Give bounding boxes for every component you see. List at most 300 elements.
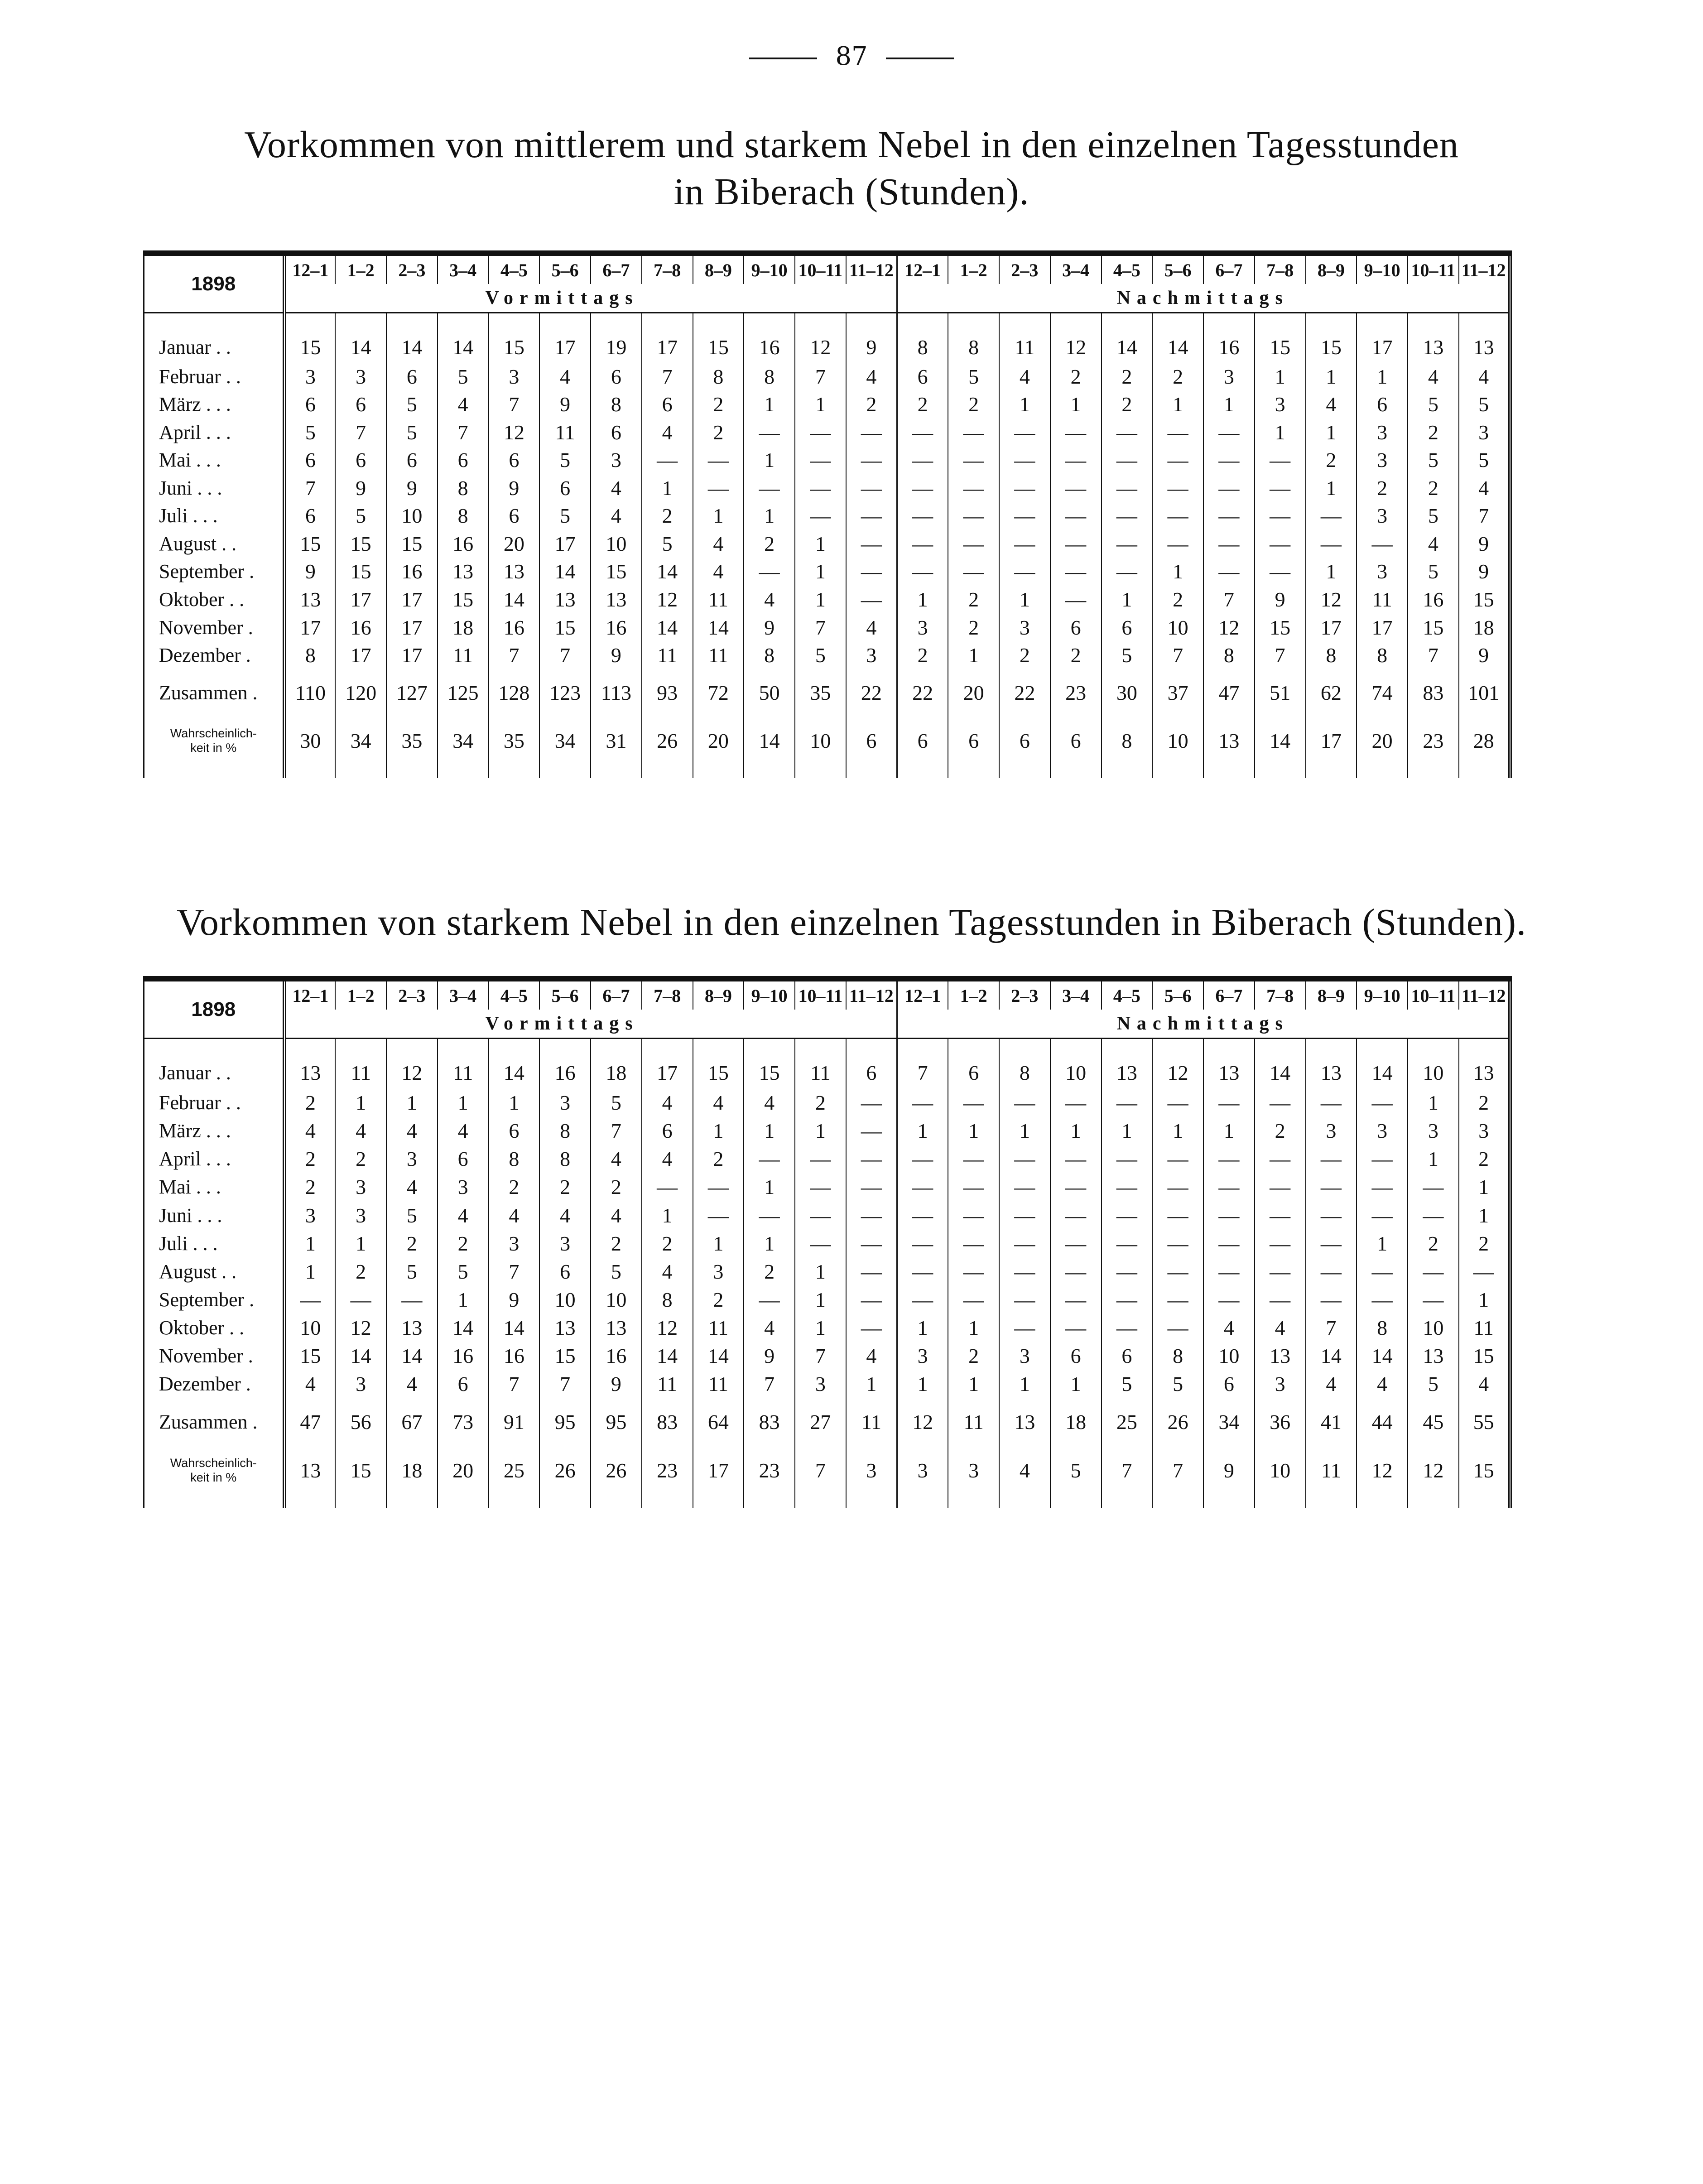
value-cell: — xyxy=(1050,1145,1102,1173)
value-cell: 3 xyxy=(489,1229,540,1257)
value-cell: — xyxy=(795,1173,846,1201)
value-cell: 11 xyxy=(1357,586,1408,614)
value-cell: 64 xyxy=(693,1398,744,1437)
value-cell: 7 xyxy=(1306,1314,1357,1342)
value-cell: 18 xyxy=(591,1039,642,1089)
value-cell: — xyxy=(846,530,897,558)
value-cell: — xyxy=(999,1257,1050,1285)
value-cell: — xyxy=(1102,558,1153,586)
value-cell: 83 xyxy=(1408,669,1459,707)
hour-header: 11–12 xyxy=(1459,979,1510,1010)
value-cell: 3 xyxy=(897,1437,948,1508)
value-cell: 3 xyxy=(999,613,1050,641)
value-cell: 4 xyxy=(846,613,897,641)
value-cell: 4 xyxy=(1306,1370,1357,1398)
value-cell: 7 xyxy=(1152,1437,1203,1508)
value-cell: 18 xyxy=(386,1437,438,1508)
value-cell: 1 xyxy=(1459,1173,1510,1201)
value-cell: 7 xyxy=(539,1370,591,1398)
value-cell: 11 xyxy=(693,586,744,614)
value-cell: — xyxy=(795,1145,846,1173)
value-cell: — xyxy=(897,1257,948,1285)
value-cell: 20 xyxy=(693,707,744,778)
value-cell: 15 xyxy=(591,558,642,586)
value-cell: 95 xyxy=(539,1398,591,1437)
value-cell: 7 xyxy=(744,1370,795,1398)
value-cell: 1 xyxy=(1408,1145,1459,1173)
value-cell: — xyxy=(1152,474,1203,502)
value-cell: 1 xyxy=(999,586,1050,614)
value-cell: 3 xyxy=(1255,1370,1306,1398)
value-cell: — xyxy=(948,418,999,446)
value-cell: 4 xyxy=(642,418,693,446)
value-cell: 5 xyxy=(386,418,438,446)
value-cell: 1 xyxy=(795,1257,846,1285)
value-cell: 7 xyxy=(489,1370,540,1398)
value-cell: 16 xyxy=(591,1342,642,1370)
month-label: September . xyxy=(144,1285,284,1313)
value-cell: — xyxy=(1203,418,1255,446)
value-cell: — xyxy=(1050,586,1102,614)
value-cell: — xyxy=(846,502,897,530)
value-cell: — xyxy=(335,1285,386,1313)
value-cell: 6 xyxy=(999,707,1050,778)
value-cell: 23 xyxy=(642,1437,693,1508)
value-cell: 13 xyxy=(1408,313,1459,363)
value-cell: 5 xyxy=(386,1257,438,1285)
value-cell: 4 xyxy=(305,1119,316,1143)
value-cell: 6 xyxy=(489,446,540,474)
value-cell: — xyxy=(1255,446,1306,474)
value-cell: 3 xyxy=(335,1201,386,1229)
month-row xyxy=(144,641,1510,669)
value-cell: 4 xyxy=(642,1257,693,1285)
value-cell: 34 xyxy=(539,707,591,778)
value-cell: — xyxy=(999,1285,1050,1313)
value-cell: — xyxy=(897,1145,948,1173)
value-cell: — xyxy=(693,1173,744,1201)
value-cell: 4 xyxy=(642,1088,693,1116)
value-cell: 8 xyxy=(744,362,795,390)
value-cell: — xyxy=(1357,530,1408,558)
value-cell: 8 xyxy=(1306,641,1357,669)
value-cell: — xyxy=(897,1229,948,1257)
value-cell: 23 xyxy=(1408,707,1459,778)
value-cell: — xyxy=(1306,1257,1357,1285)
value-cell: 1 xyxy=(335,1088,386,1116)
value-cell: 2 xyxy=(744,530,795,558)
value-cell: 12 xyxy=(1306,586,1357,614)
value-cell: — xyxy=(795,446,846,474)
value-cell: 6 xyxy=(438,1370,489,1398)
value-cell: — xyxy=(1102,1145,1153,1173)
value-cell: 2 xyxy=(1459,1229,1510,1257)
value-cell: 10 xyxy=(1152,707,1203,778)
value-cell: 6 xyxy=(305,504,316,528)
value-cell: 1 xyxy=(335,1229,386,1257)
value-cell: — xyxy=(948,1229,999,1257)
value-cell: 11 xyxy=(693,1314,744,1342)
value-cell: 6 xyxy=(1050,707,1102,778)
value-cell: 17 xyxy=(539,313,591,363)
value-cell: 1 xyxy=(999,1117,1050,1145)
value-cell: 1 xyxy=(795,1117,846,1145)
value-cell: 127 xyxy=(386,669,438,707)
value-cell: — xyxy=(897,446,948,474)
value-cell: 2 xyxy=(305,1175,316,1199)
value-cell: — xyxy=(999,530,1050,558)
hour-header: 11–12 xyxy=(846,979,897,1010)
value-cell: 1 xyxy=(1203,1117,1255,1145)
value-cell: 2 xyxy=(1357,474,1408,502)
value-cell: — xyxy=(1203,502,1255,530)
month-row xyxy=(144,613,1510,641)
value-cell: 2 xyxy=(386,1229,438,1257)
value-cell: 11 xyxy=(693,1370,744,1398)
value-cell: 6 xyxy=(386,362,438,390)
value-cell: 1 xyxy=(305,1260,316,1283)
value-cell: — xyxy=(1152,1285,1203,1313)
value-cell: 1 xyxy=(1255,362,1306,390)
value-cell: — xyxy=(846,474,897,502)
value-cell: 17 xyxy=(335,586,386,614)
value-cell: 16 xyxy=(438,1342,489,1370)
month-label: Januar . . xyxy=(144,313,284,363)
value-cell: 50 xyxy=(744,669,795,707)
value-cell: 11 xyxy=(693,641,744,669)
value-cell: 16 xyxy=(1408,586,1459,614)
value-cell: — xyxy=(1102,474,1153,502)
value-cell: 3 xyxy=(1306,1117,1357,1145)
value-cell: 4 xyxy=(335,1117,386,1145)
value-cell: 11 xyxy=(642,1370,693,1398)
value-cell: 45 xyxy=(1408,1398,1459,1437)
hour-header: 3–4 xyxy=(1050,979,1102,1010)
value-cell: — xyxy=(1255,1257,1306,1285)
value-cell: 18 xyxy=(1050,1398,1102,1437)
value-cell: 14 xyxy=(693,613,744,641)
value-cell: 3 xyxy=(1357,502,1408,530)
value-cell: 17 xyxy=(300,616,321,639)
month-row xyxy=(144,474,1510,502)
value-cell: — xyxy=(1203,530,1255,558)
value-cell: 6 xyxy=(1050,613,1102,641)
value-cell: 91 xyxy=(489,1398,540,1437)
value-cell: 1 xyxy=(438,1088,489,1116)
value-cell: 15 xyxy=(1255,613,1306,641)
value-cell: 2 xyxy=(795,1088,846,1116)
value-cell: 4 xyxy=(591,1145,642,1173)
header-period-row xyxy=(144,284,1510,313)
value-cell: 2 xyxy=(897,641,948,669)
value-cell: 3 xyxy=(897,613,948,641)
value-cell: 6 xyxy=(438,1145,489,1173)
month-label: November . xyxy=(144,613,284,641)
value-cell: 2 xyxy=(1050,641,1102,669)
value-cell: 4 xyxy=(539,1201,591,1229)
value-cell: — xyxy=(846,1257,897,1285)
header-hours-row xyxy=(144,253,1510,284)
value-cell: — xyxy=(999,1229,1050,1257)
value-cell: 4 xyxy=(744,1088,795,1116)
value-cell: 1 xyxy=(744,446,795,474)
value-cell: 3 xyxy=(1357,446,1408,474)
fog-table xyxy=(143,976,1512,1508)
value-cell: — xyxy=(795,1201,846,1229)
value-cell: 72 xyxy=(693,669,744,707)
value-cell: 4 xyxy=(591,1201,642,1229)
value-cell: 95 xyxy=(591,1398,642,1437)
value-cell: — xyxy=(1102,1285,1153,1313)
value-cell: 4 xyxy=(386,1370,438,1398)
value-cell: 17 xyxy=(1306,707,1357,778)
value-cell: 83 xyxy=(744,1398,795,1437)
value-cell: 2 xyxy=(1459,1088,1510,1116)
value-cell: — xyxy=(1050,1173,1102,1201)
value-cell: 13 xyxy=(1102,1039,1153,1089)
value-cell: 1 xyxy=(795,1285,846,1313)
value-cell: 13 xyxy=(1203,707,1255,778)
probability-label-line1: Wahrscheinlich- xyxy=(170,1456,257,1470)
value-cell: 2 xyxy=(642,502,693,530)
value-cell: — xyxy=(1050,502,1102,530)
value-cell: — xyxy=(1459,1257,1510,1285)
value-cell: 1 xyxy=(948,1314,999,1342)
value-cell: 4 xyxy=(1203,1314,1255,1342)
value-cell: — xyxy=(1152,530,1203,558)
value-cell: 8 xyxy=(1357,641,1408,669)
value-cell: 67 xyxy=(386,1398,438,1437)
hour-header: 4–5 xyxy=(489,253,540,284)
value-cell: — xyxy=(948,1145,999,1173)
value-cell: — xyxy=(1152,1257,1203,1285)
value-cell: — xyxy=(1306,1173,1357,1201)
value-cell: 1 xyxy=(897,1117,948,1145)
value-cell: 14 xyxy=(642,613,693,641)
value-cell: — xyxy=(1050,1257,1102,1285)
value-cell: — xyxy=(999,474,1050,502)
value-cell: 2 xyxy=(948,586,999,614)
value-cell: 110 xyxy=(295,681,326,705)
value-cell: 6 xyxy=(438,446,489,474)
value-cell: — xyxy=(1255,1229,1306,1257)
value-cell: 7 xyxy=(795,362,846,390)
fog-table xyxy=(143,250,1512,778)
hour-header: 8–9 xyxy=(693,253,744,284)
month-row xyxy=(144,313,1510,363)
value-cell: 3 xyxy=(335,362,386,390)
value-cell: 5 xyxy=(1408,1370,1459,1398)
value-cell: 2 xyxy=(1459,1145,1510,1173)
value-cell: 47 xyxy=(1203,669,1255,707)
value-cell: — xyxy=(846,1088,897,1116)
value-cell: 20 xyxy=(438,1437,489,1508)
value-cell: — xyxy=(948,530,999,558)
morning-label: Vormittags xyxy=(284,284,897,313)
value-cell: — xyxy=(1050,530,1102,558)
value-cell: 4 xyxy=(1306,390,1357,419)
header-period-row xyxy=(144,1010,1510,1039)
value-cell: 11 xyxy=(539,418,591,446)
value-cell: 4 xyxy=(386,1173,438,1201)
value-cell: 3 xyxy=(591,446,642,474)
value-cell: 5 xyxy=(1050,1437,1102,1508)
value-cell: — xyxy=(1102,418,1153,446)
month-row xyxy=(144,1314,1510,1342)
month-label: März . . . xyxy=(144,1117,284,1145)
value-cell: — xyxy=(1255,558,1306,586)
month-label: Juli . . . xyxy=(144,502,284,530)
value-cell: 14 xyxy=(1102,313,1153,363)
value-cell: — xyxy=(1102,1088,1153,1116)
value-cell: 8 xyxy=(999,1039,1050,1089)
value-cell: 9 xyxy=(1255,586,1306,614)
value-cell: 8 xyxy=(642,1285,693,1313)
value-cell: 9 xyxy=(539,390,591,419)
value-cell: 7 xyxy=(795,1342,846,1370)
month-label: Oktober . . xyxy=(144,586,284,614)
value-cell: — xyxy=(1306,530,1357,558)
page-number xyxy=(0,42,1703,71)
value-cell: — xyxy=(846,1229,897,1257)
value-cell: 1 xyxy=(744,1117,795,1145)
value-cell: — xyxy=(948,1173,999,1201)
value-cell: 12 xyxy=(386,1039,438,1089)
value-cell: 55 xyxy=(1459,1398,1510,1437)
value-cell: 5 xyxy=(438,362,489,390)
hour-header: 1–2 xyxy=(335,979,386,1010)
probability-label xyxy=(144,707,284,778)
value-cell: 1 xyxy=(999,1370,1050,1398)
value-cell: 13 xyxy=(1306,1039,1357,1089)
value-cell: 2 xyxy=(693,1145,744,1173)
value-cell: 26 xyxy=(539,1437,591,1508)
month-label: Oktober . . xyxy=(144,1314,284,1342)
value-cell: — xyxy=(999,418,1050,446)
value-cell: 4 xyxy=(693,530,744,558)
value-cell: 7 xyxy=(489,641,540,669)
value-cell: 13 xyxy=(999,1398,1050,1437)
value-cell: 26 xyxy=(1152,1398,1203,1437)
value-cell: 28 xyxy=(1459,707,1510,778)
value-cell: 2 xyxy=(1152,586,1203,614)
value-cell: — xyxy=(1050,1088,1102,1116)
value-cell: 13 xyxy=(300,1458,321,1482)
hour-header: 2–3 xyxy=(999,979,1050,1010)
value-cell: 3 xyxy=(1357,418,1408,446)
total-label: Zusammen . xyxy=(144,669,284,707)
value-cell: 17 xyxy=(1306,613,1357,641)
value-cell: 1 xyxy=(1306,362,1357,390)
value-cell: 3 xyxy=(693,1257,744,1285)
value-cell: — xyxy=(948,1201,999,1229)
value-cell: 1 xyxy=(1255,418,1306,446)
hour-header: 10–11 xyxy=(795,979,846,1010)
value-cell: 15 xyxy=(744,1039,795,1089)
value-cell: — xyxy=(1152,1314,1203,1342)
value-cell: 11 xyxy=(846,1398,897,1437)
value-cell: 2 xyxy=(693,418,744,446)
value-cell: 4 xyxy=(642,1145,693,1173)
value-cell: 9 xyxy=(1459,641,1510,669)
value-cell: — xyxy=(897,1088,948,1116)
value-cell: 4 xyxy=(1459,362,1510,390)
value-cell: — xyxy=(1306,1088,1357,1116)
value-cell: 7 xyxy=(591,1117,642,1145)
value-cell: 15 xyxy=(1459,1437,1510,1508)
value-cell: — xyxy=(1255,1173,1306,1201)
hour-header: 2–3 xyxy=(999,253,1050,284)
value-cell: 2 xyxy=(438,1229,489,1257)
value-cell: 1 xyxy=(1050,390,1102,419)
value-cell: 27 xyxy=(795,1398,846,1437)
value-cell: 9 xyxy=(386,474,438,502)
value-cell: 1 xyxy=(386,1088,438,1116)
value-cell: — xyxy=(897,530,948,558)
value-cell: 10 xyxy=(591,530,642,558)
month-label: Juni . . . xyxy=(144,474,284,502)
value-cell: — xyxy=(1050,1285,1102,1313)
hour-header: 11–12 xyxy=(1459,253,1510,284)
value-cell: 6 xyxy=(335,446,386,474)
value-cell: 20 xyxy=(948,669,999,707)
value-cell: — xyxy=(1255,1088,1306,1116)
value-cell: 7 xyxy=(897,1039,948,1089)
value-cell: 9 xyxy=(591,641,642,669)
value-cell: — xyxy=(948,502,999,530)
value-cell: 15 xyxy=(386,530,438,558)
probability-label-line2: keit in % xyxy=(190,1471,237,1485)
value-cell: 7 xyxy=(539,641,591,669)
value-cell: 22 xyxy=(999,669,1050,707)
value-cell: 6 xyxy=(591,418,642,446)
value-cell: 35 xyxy=(795,669,846,707)
value-cell: 5 xyxy=(1408,502,1459,530)
value-cell: — xyxy=(846,1285,897,1313)
value-cell: — xyxy=(1152,418,1203,446)
value-cell: 15 xyxy=(335,558,386,586)
value-cell: 2 xyxy=(539,1173,591,1201)
value-cell: — xyxy=(1203,1145,1255,1173)
value-cell: 4 xyxy=(438,390,489,419)
value-cell: — xyxy=(744,1285,795,1313)
value-cell: 4 xyxy=(744,586,795,614)
value-cell: 12 xyxy=(642,586,693,614)
value-cell: 17 xyxy=(386,641,438,669)
total-row xyxy=(144,1398,1510,1437)
month-row xyxy=(144,1285,1510,1313)
value-cell: 12 xyxy=(795,313,846,363)
value-cell: 1 xyxy=(795,558,846,586)
value-cell: 1 xyxy=(642,474,693,502)
value-cell: 1 xyxy=(1306,558,1357,586)
value-cell: — xyxy=(386,1285,438,1313)
month-row xyxy=(144,502,1510,530)
total-row xyxy=(144,669,1510,707)
value-cell: 6 xyxy=(489,502,540,530)
value-cell: 34 xyxy=(438,707,489,778)
value-cell: — xyxy=(1102,446,1153,474)
value-cell: 7 xyxy=(1203,586,1255,614)
table1-title-line1: Vorkommen von mittlerem und starkem Nebel in den einzelnen Tagesstunden xyxy=(244,124,1459,166)
value-cell: 6 xyxy=(642,390,693,419)
hour-header: 2–3 xyxy=(386,253,438,284)
value-cell: 17 xyxy=(386,586,438,614)
value-cell: 120 xyxy=(335,669,386,707)
value-cell: 1 xyxy=(744,390,795,419)
value-cell: 16 xyxy=(591,613,642,641)
value-cell: 36 xyxy=(1255,1398,1306,1437)
